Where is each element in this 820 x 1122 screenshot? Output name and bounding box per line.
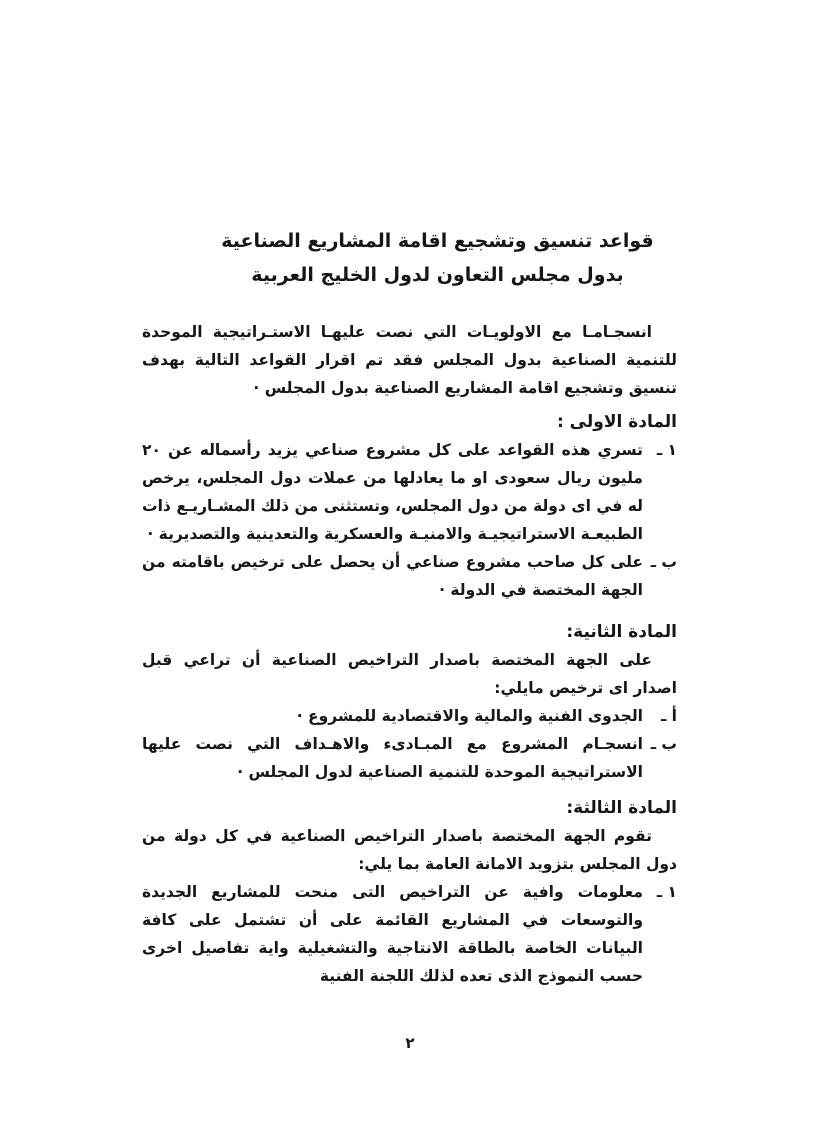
item-1-text: معلومات وافية عن التراخيص التى منحت للمشاريع الجديدة والتوسعات في المشاريع القائمة على أن تشتمل على كافة البيانات الخاصة بالطاقة الانتاجية والتشغيلية واية تفاصيل اخرى حسب النموذج الذى تعده لذلك اللجنة الفنية xyxy=(142,883,643,985)
page-number: ٢ xyxy=(405,1034,415,1052)
article-2-section xyxy=(142,618,677,786)
intro-paragraph: انسجـامـا مع الاولويـات التي نصت عليهـا الاستـراتيجية الموحدة للتنمية الصناعية بدول المجلس فقد تم اقرار القواعد التالية بهدف تنسيق وتشجيع اقامة المشاريع الصناعية بدول المجلس · xyxy=(142,323,677,397)
article-3-intro: تقوم الجهة المختصة باصدار التراخيص الصناعية في كل دولة من دول المجلس بتزويد الامانة العامة بما يلي: xyxy=(142,827,677,873)
item-1-text: الجدوى الفنية والمالية والاقتصادية للمشروع · xyxy=(296,707,643,725)
article-1-section xyxy=(142,408,677,604)
item-1-marker: ١ ـ xyxy=(656,883,677,901)
article-2-intro: على الجهة المختصة باصدار التراخيص الصناعية أن تراعي قبل اصدار اى ترخيص مايلي: xyxy=(142,651,677,697)
article-3-section xyxy=(142,794,677,990)
article-2-item-1 xyxy=(142,702,677,730)
item-1-marker: ١ ـ xyxy=(656,441,677,459)
article-3-item-1 xyxy=(142,878,677,990)
article-1-item-1 xyxy=(142,436,677,548)
document-title xyxy=(170,224,705,292)
article-2-item-2 xyxy=(142,730,677,786)
item-2-text: على كل صاحب مشروع صناعي أن يحصل على ترخيص باقامته من الجهة المختصة في الدولة · xyxy=(142,553,643,599)
title-line-2: بدول مجلس التعاون لدول الخليج العربية xyxy=(251,264,624,286)
item-2-marker: ب ـ xyxy=(650,553,677,571)
article-3-heading: المادة الثالثة: xyxy=(566,798,677,818)
article-1-item-2 xyxy=(142,548,677,604)
title-line-1: قواعد تنسيق وتشجيع اقامة المشاريع الصناعية xyxy=(221,230,654,252)
item-1-text: تسري هذه القواعد على كل مشروع صناعي يزيد رأسماله عن ٢٠ مليون ريال سعودى او ما يعادلها من عملات دول المجلس، يرخص له في اى دولة من دول المجلس، وتستثنى من ذلك المشـاريـع ذات الطبيعـة الاستراتيجيـة والامنيـة والعسكرية والتعدينية والتصديرية · xyxy=(142,441,643,543)
article-1-heading: المادة الاولى : xyxy=(556,412,677,432)
item-1-marker: أ ـ xyxy=(660,707,677,725)
item-2-marker: ب ـ xyxy=(650,735,677,753)
item-2-text: انسجـام المشروع مع المبـادىء والاهـداف التي نصت عليها الاستراتيجية الموحدة للتنمية الصناعية لدول المجلس · xyxy=(142,735,643,781)
article-2-heading: المادة الثانية: xyxy=(566,622,677,642)
